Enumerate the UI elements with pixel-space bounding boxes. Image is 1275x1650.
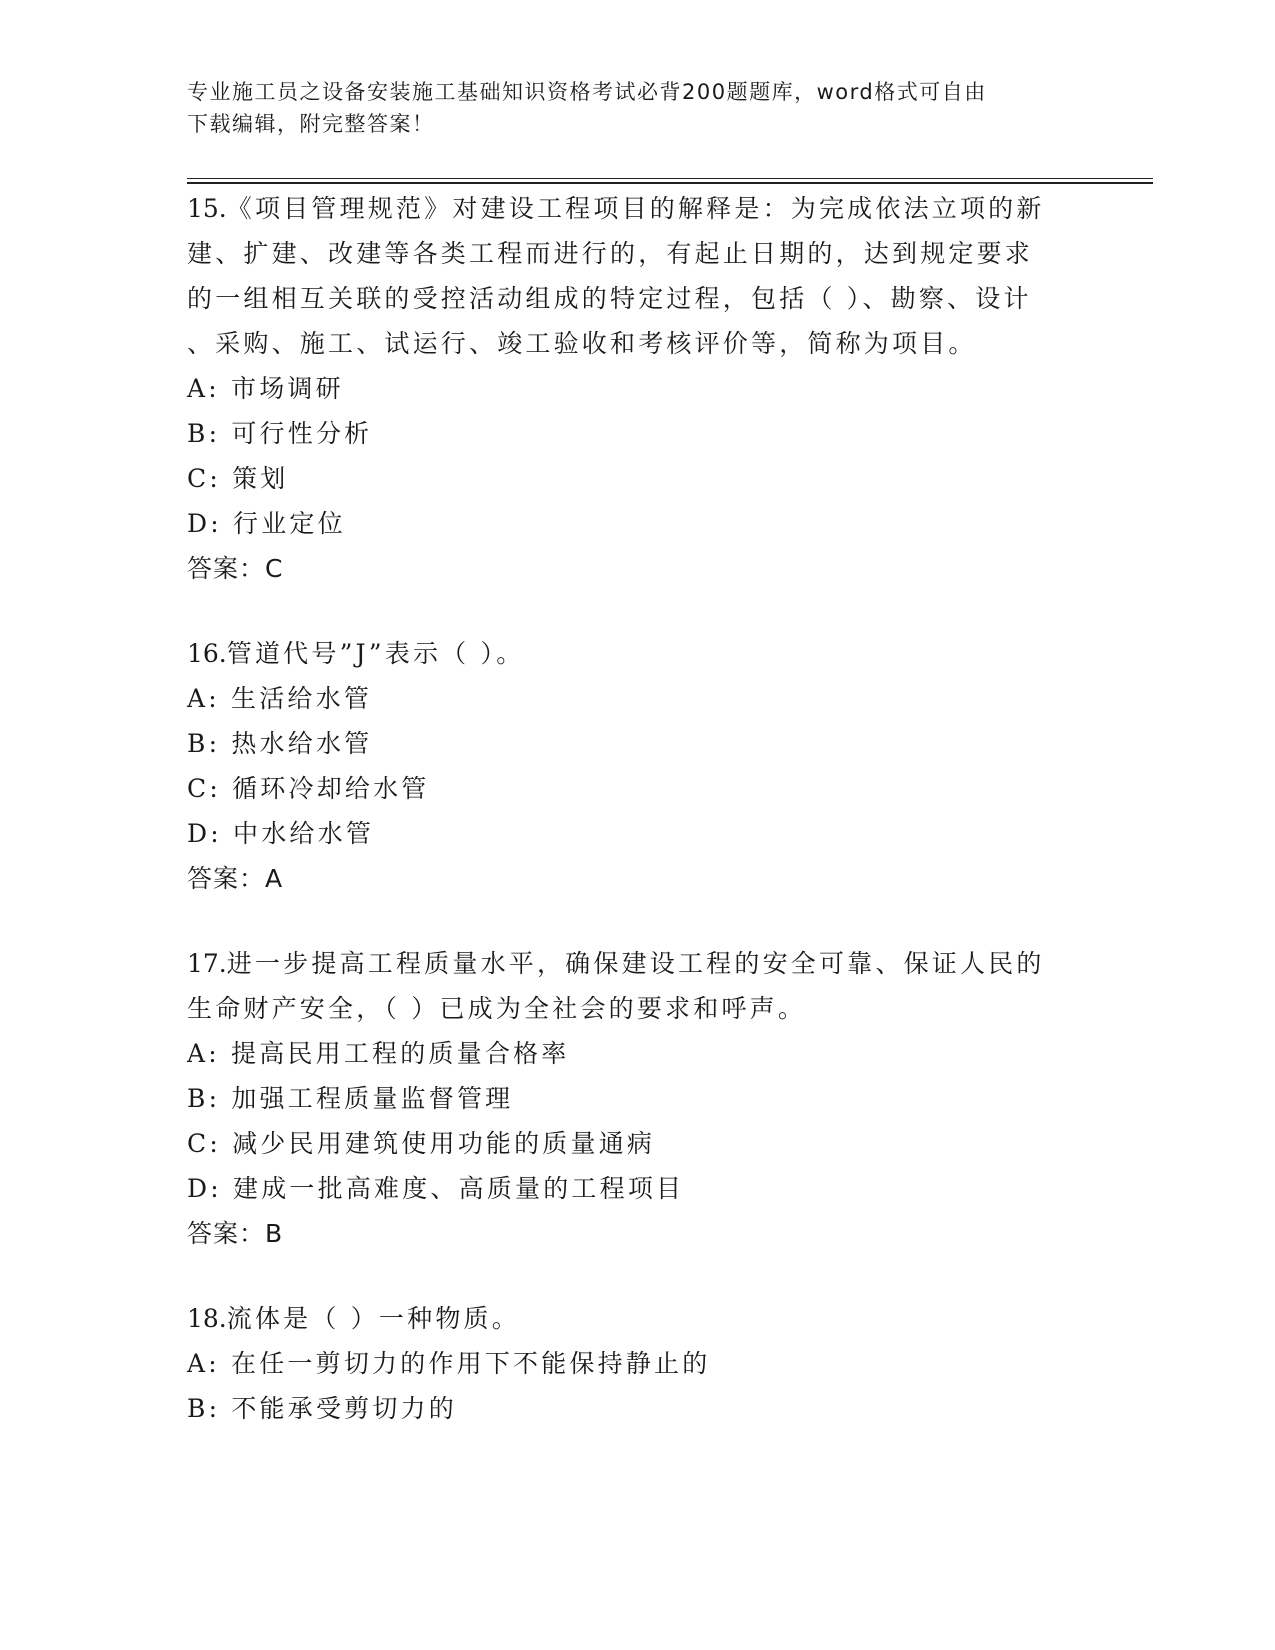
option-a: A: 在任一剪切力的作用下不能保持静止的 bbox=[187, 1349, 711, 1378]
answer: 答案：B bbox=[187, 1219, 284, 1248]
question-list bbox=[187, 186, 1087, 1471]
option-c: C: 循环冷却给水管 bbox=[187, 774, 430, 803]
option-c: C: 策划 bbox=[187, 464, 289, 493]
question-17 bbox=[187, 941, 1087, 1256]
question-number: 16. bbox=[187, 639, 227, 668]
option-b: B: 热水给水管 bbox=[187, 729, 373, 758]
question-line: 建、扩建、改建等各类工程而进行的，有起止日期的，达到规定要求 bbox=[187, 239, 1034, 268]
document-header bbox=[187, 76, 1067, 140]
header-divider bbox=[187, 178, 1153, 184]
question-text: 流体是（ ）一种物质。 bbox=[226, 1304, 520, 1333]
option-c: C: 减少民用建筑使用功能的质量通病 bbox=[187, 1129, 656, 1158]
header-line-2: 下载编辑，附完整答案！ bbox=[187, 112, 435, 136]
option-b: B: 可行性分析 bbox=[187, 419, 373, 448]
question-text: 进一步提高工程质量水平，确保建设工程的安全可靠、保证人民的 bbox=[226, 949, 1045, 978]
option-a: A: 市场调研 bbox=[187, 374, 344, 403]
option-d: D: 行业定位 bbox=[187, 509, 346, 538]
option-a: A: 生活给水管 bbox=[187, 684, 373, 713]
question-line bbox=[187, 631, 1087, 676]
option-b: B: 加强工程质量监督管理 bbox=[187, 1084, 514, 1113]
question-text: 《项目管理规范》对建设工程项目的解释是：为完成依法立项的新 bbox=[226, 194, 1045, 223]
answer: 答案：C bbox=[187, 554, 284, 583]
header-line-1: 专业施工员之设备安装施工基础知识资格考试必背200题题库，word格式可自由 bbox=[187, 80, 987, 104]
question-line bbox=[187, 1296, 1087, 1341]
answer: 答案：A bbox=[187, 864, 284, 893]
option-d: D: 建成一批高难度、高质量的工程项目 bbox=[187, 1174, 685, 1203]
option-a: A: 提高民用工程的质量合格率 bbox=[187, 1039, 570, 1068]
question-16 bbox=[187, 631, 1087, 901]
question-line: 的一组相互关联的受控活动组成的特定过程，包括（ ）、勘察、设计 bbox=[187, 284, 1032, 313]
question-number: 18. bbox=[187, 1304, 227, 1333]
question-number: 15. bbox=[187, 194, 227, 223]
question-number: 17. bbox=[187, 949, 227, 978]
question-18 bbox=[187, 1296, 1087, 1431]
question-line: 、采购、施工、试运行、竣工验收和考核评价等，简称为项目。 bbox=[187, 329, 977, 358]
option-b: B: 不能承受剪切力的 bbox=[187, 1394, 457, 1423]
question-text: 管道代号”J”表示（ ）。 bbox=[226, 639, 525, 668]
question-line bbox=[187, 941, 1087, 986]
question-line bbox=[187, 186, 1087, 231]
question-line: 生命财产安全，（ ）已成为全社会的要求和呼声。 bbox=[187, 994, 807, 1023]
option-d: D: 中水给水管 bbox=[187, 819, 375, 848]
question-15 bbox=[187, 186, 1087, 591]
